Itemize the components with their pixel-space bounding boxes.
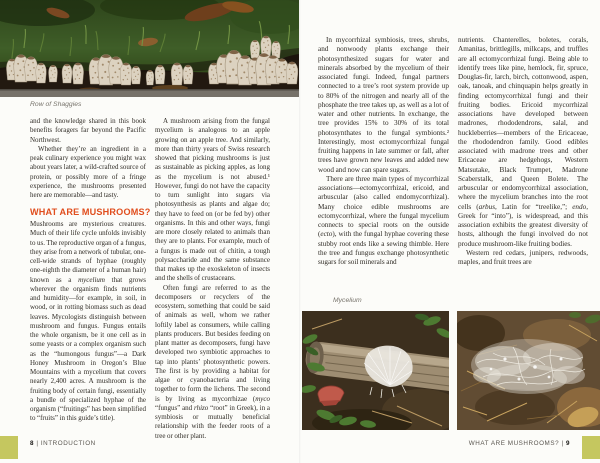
mycelium-photo-caption: Mycelium [333, 297, 362, 304]
paragraph: Mushrooms are mysterious creatures. Much of their life cycle unfolds invisibly to us. The reproductive organ of a fungus, they arise from a network of tubular, one-cell-wide strands of hyphae (roughly one-eighth the diameter of a human hair) known as a mycelium that grows wherever the organism finds nutrients and humidity—for example, in soil, in wood, or in rotting biomass such as dead leaves. Mycologists distinguish between mushroom and fungus. Fungus entails the whole organism, be it one cell as in some yeasts or a complex organism such as the “humongous fungus”—a Dark Honey Mushroom in Oregon’s Blue Mountains with a mycelium that covers nearly 2,400 acres. A mushroom is the fruiting body of certain fungi, essentially a bundle of specialized hyphae of the organism (“fruitings” has been simplified to “fruits” in this guide’s title). [30, 220, 146, 423]
page-spine [299, 0, 301, 463]
paragraph: Whether they’re an ingredient in a peak culinary experience you might wax about years later, a wild-crafted source of protein, or possibly more of a fringe experience, the mushrooms presented here are memorable—and tasty. [30, 144, 146, 199]
paragraph: Often fungi are referred to as the decomposers or recyclers of the ecosystem, something that could be said of animals as well, whom we rather loftily label as consumers, while calling plants producers. But besides feeding on plant matter as decomposers, fungi have developed two symbiotic approaches to tap into plants’ photosynthetic powers. The first is by providing a habitat for algae or cyanobacteria and living together to form the lichens. The second is by living as mycorrhizae (myco “fungus” and rhizo “root” in Greek), in a symbiosis or mutually beneficial relationship with the feeder roots of a tree or other plant. [155, 283, 270, 440]
shaggy-mane-photo [0, 0, 299, 97]
footer-accent-block-left [0, 436, 18, 459]
footer-section-label: INTRODUCTION [40, 440, 96, 447]
paragraph: There are three main types of mycorrhizal associations—ectomycorrhizal, ericoid, and arbuscular (also called endomycorrhizal). Many choice edible mushrooms are ectomycorrhizal, where the fungal mycelium connects to special roots on the outside (ecto), with the fungal hyphae covering these stubby root ends like a sewing thimble. Here the tree and fungus exchange photosynthetic sugars for soil minerals and [318, 174, 449, 266]
footer-accent-block-right [582, 436, 600, 459]
shaggies-photo-caption: Row of Shaggies [30, 101, 82, 108]
page-number: 8 [30, 440, 35, 447]
mycelium-ground-photo [457, 311, 600, 430]
right-page-column-1 [318, 36, 449, 267]
paragraph: nutrients. Chanterelles, boletes, corals, Amanitas, brittlegills, milkcaps, and truffles are all ectomycorrhizal fungi. Being able to identify trees like pine, hemlock, fir, spruce, Douglas-fir, larch, birch, cottonwood, aspen, oak, tanoak, and chinquapin helps greatly in finding ectomycorrhizal fungi and their fruiting bodies. Ericoid mycorrhizal associations have developed between madrones, rhododendrons, salal, and huckleberries—members of the Ericaceae, the rhododendron family. Good edibles associated with madrone trees and other Ericaceae are hedgehogs, Western Matsutake, Black Trumpet, Madrone Scaberstalk, and Queen Bolete. The arbuscular or endomycorrhizal association, where the mycelium branches into the root cells (arbus, Latin for “treelike,”; endo, Greek for “into”), is widespread, and this association exhibits the greatest diversity of hosts, although the fungi involved do not produce mushroom-like fruiting bodies. [458, 36, 588, 248]
left-page-footer [30, 440, 96, 447]
paragraph: and the knowledge shared in this book benefits foragers far beyond the Pacific Northwest. [30, 117, 146, 144]
paragraph: In mycorrhizal symbiosis, trees, shrubs, and nonwoody plants exchange their photosynthesized sugars for water and minerals absorbed by the mycelium of their associated fungi. Indeed, fungal partners connected to a tree’s root system provide up to 80% of the nitrogen and nearly all of the phosphate the tree takes up, as well as a lot of water and other nutrients. In exchange, the tree provides 15% to 30% of its total photosynthates to the fungal symbionts.² Interestingly, most ectomycorrhizal fungal fruiting happens in late summer or fall, after trees have grown new leaves and added new wood and now can spare sugars. [318, 36, 449, 174]
left-page-column-2 [155, 117, 270, 441]
section-heading-what-are-mushrooms: WHAT ARE MUSHROOMS? [30, 206, 151, 218]
paragraph: Western red cedars, junipers, redwoods, maples, and fruit trees are [458, 248, 588, 266]
page-number: 9 [565, 440, 570, 447]
paragraph: A mushroom arising from the fungal mycelium is analogous to an apple growing on an apple tree. And similarly, more than thirty years of Swiss research showed that picking mushrooms is just as sustainable as picking apples, as long as the mycelium is not abused.¹ However, fungi do not have the capacity to turn sunlight into sugars via photosynthesis as plants and algae do; they have to feed on (or be fed by) other organisms. In this and other ways, fungi are more closely related to animals than they are to plants. For example, much of a fungus is made out of chitin, a tough polysaccharide and the same substance that makes up the exoskeleton of insects and the shells of crustaceans. [155, 117, 270, 283]
right-page-column-2 [458, 36, 588, 267]
left-page-column-1 [30, 117, 151, 424]
footer-divider: | [36, 440, 39, 447]
footer-divider: | [561, 440, 564, 447]
mycelium-log-photo [302, 311, 449, 430]
footer-section-label: WHAT ARE MUSHROOMS? [468, 440, 560, 447]
right-page-footer [469, 440, 570, 447]
